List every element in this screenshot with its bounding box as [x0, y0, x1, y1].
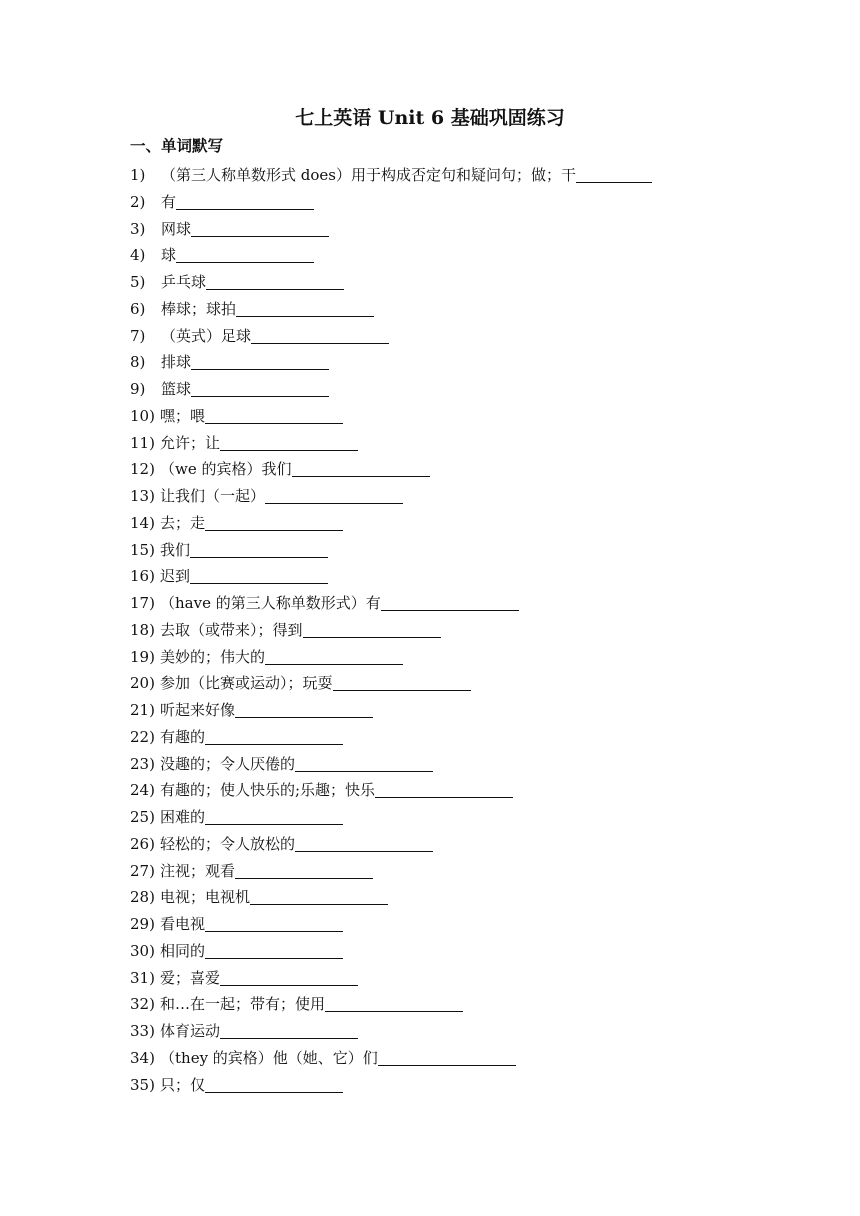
item-prompt: 困难的: [160, 808, 206, 826]
item-prompt: 看电视: [160, 915, 206, 933]
item-prompt: 球: [161, 246, 177, 265]
item-number: 2): [130, 192, 146, 211]
answer-blank[interactable]: [381, 594, 519, 611]
item-number: 25): [130, 808, 155, 826]
answer-blank[interactable]: [191, 353, 329, 370]
item-prompt: 嘿；喂: [160, 406, 206, 425]
list-item: [130, 269, 830, 296]
item-prompt: （we 的宾格）我们: [160, 460, 292, 479]
item-prompt: 有趣的: [160, 727, 206, 746]
item-prompt: 听起来好像: [160, 701, 236, 719]
item-prompt: 我们: [160, 540, 191, 559]
item-number: 35): [130, 1075, 155, 1094]
page-title: 七上英语 Unit 6 基础巩固练习: [295, 107, 565, 129]
item-number: 17): [130, 594, 155, 612]
answer-blank[interactable]: [265, 648, 403, 665]
item-prompt: （第三人称单数形式 does）用于构成否定句和疑问句；做；干: [161, 166, 576, 184]
list-item: [130, 162, 830, 189]
list-item: [130, 590, 830, 617]
list-item: [130, 510, 830, 537]
list-item: [130, 831, 830, 858]
list-item: [130, 804, 830, 831]
item-number: 12): [130, 460, 155, 479]
list-item: [130, 537, 830, 564]
list-item: [130, 456, 830, 483]
answer-blank[interactable]: [325, 995, 463, 1012]
answer-blank[interactable]: [205, 808, 343, 825]
answer-blank[interactable]: [205, 728, 343, 745]
list-item: [130, 777, 830, 804]
item-number: 28): [130, 888, 155, 907]
item-prompt: 美妙的；伟大的: [160, 647, 266, 666]
item-number: 18): [130, 620, 155, 639]
item-prompt: 电视；电视机: [160, 888, 251, 907]
answer-blank[interactable]: [295, 835, 433, 852]
item-number: 11): [130, 433, 155, 452]
item-number: 19): [130, 647, 155, 666]
item-prompt: 迟到: [160, 567, 191, 586]
list-item: [130, 697, 830, 724]
item-prompt: 轻松的；令人放松的: [160, 834, 296, 853]
item-number: 24): [130, 781, 155, 800]
item-prompt: 允许；让: [160, 433, 221, 452]
item-number: 10): [130, 406, 155, 425]
item-prompt: 相同的: [160, 941, 206, 960]
answer-blank[interactable]: [205, 1076, 343, 1093]
list-item: [130, 670, 830, 697]
answer-blank[interactable]: [295, 755, 433, 772]
answer-blank[interactable]: [220, 434, 358, 451]
item-number: 7): [130, 326, 146, 345]
item-number: 31): [130, 968, 155, 987]
item-prompt: 体育运动: [160, 1022, 221, 1040]
answer-blank[interactable]: [250, 888, 388, 905]
list-item: [130, 403, 830, 430]
item-prompt: 只；仅: [160, 1075, 206, 1094]
item-number: 14): [130, 513, 155, 532]
answer-blank[interactable]: [375, 781, 513, 798]
item-number: 33): [130, 1022, 155, 1040]
answer-blank[interactable]: [251, 327, 389, 344]
item-prompt: 网球: [161, 219, 192, 238]
answer-blank[interactable]: [303, 621, 441, 638]
item-number: 6): [130, 299, 146, 318]
list-item: [130, 644, 830, 671]
item-prompt: 参加（比赛或运动）；玩耍: [160, 674, 333, 693]
list-item: [130, 376, 830, 403]
item-prompt: 爱；喜爱: [160, 968, 221, 987]
list-item: [130, 1045, 830, 1072]
list-item: [130, 483, 830, 510]
item-number: 3): [130, 219, 146, 238]
answer-blank[interactable]: [220, 1022, 358, 1039]
answer-blank[interactable]: [292, 460, 430, 477]
list-item: [130, 858, 830, 885]
item-prompt: 有: [161, 192, 177, 211]
answer-blank[interactable]: [235, 862, 373, 879]
item-prompt: 排球: [161, 353, 192, 372]
list-item: [130, 1018, 830, 1045]
item-number: 34): [130, 1048, 155, 1067]
list-item: [130, 430, 830, 457]
item-number: 9): [130, 380, 146, 398]
item-prompt: 有趣的；使人快乐的;乐趣；快乐: [160, 781, 376, 800]
section-heading: 一、单词默写: [130, 137, 224, 155]
answer-blank[interactable]: [206, 273, 344, 290]
item-number: 8): [130, 353, 146, 372]
item-prompt: （have 的第三人称单数形式）有: [160, 594, 381, 612]
item-prompt: 注视；观看: [160, 861, 236, 880]
list-item: [130, 911, 830, 938]
list-item: [130, 563, 830, 590]
item-number: 23): [130, 754, 155, 773]
answer-blank[interactable]: [176, 246, 314, 263]
answer-blank[interactable]: [235, 701, 373, 718]
list-item: [130, 617, 830, 644]
answer-blank[interactable]: [333, 674, 471, 691]
item-number: 22): [130, 727, 155, 746]
item-number: 27): [130, 861, 155, 880]
answer-blank[interactable]: [220, 969, 358, 986]
item-prompt: 没趣的；令人厌倦的: [160, 754, 296, 773]
item-prompt: 乒乓球: [161, 273, 207, 291]
list-item: [130, 189, 830, 216]
answer-blank[interactable]: [236, 300, 374, 317]
item-prompt: 去；走: [160, 513, 206, 532]
list-item: [130, 724, 830, 751]
answer-blank[interactable]: [191, 380, 329, 397]
answer-blank[interactable]: [176, 193, 314, 210]
list-item: [130, 1072, 830, 1099]
answer-blank[interactable]: [191, 220, 329, 237]
list-item: [130, 216, 830, 243]
answer-blank[interactable]: [205, 915, 343, 932]
answer-blank[interactable]: [205, 942, 343, 959]
list-item: [130, 751, 830, 778]
item-number: 30): [130, 941, 155, 960]
answer-blank[interactable]: [576, 166, 652, 183]
item-number: 4): [130, 246, 146, 265]
item-number: 20): [130, 674, 155, 693]
list-item: [130, 965, 830, 992]
answer-blank[interactable]: [205, 514, 343, 531]
item-prompt: 和…在一起；带有；使用: [160, 995, 326, 1014]
item-prompt: （they 的宾格）他（她、它）们: [160, 1048, 378, 1067]
list-item: [130, 991, 830, 1018]
exercise-list: [130, 162, 830, 1098]
item-prompt: 去取（或带来）；得到: [160, 620, 303, 639]
list-item: [130, 323, 830, 350]
list-item: [130, 884, 830, 911]
item-number: 16): [130, 567, 155, 586]
answer-blank[interactable]: [190, 567, 328, 584]
item-number: 5): [130, 273, 146, 291]
answer-blank[interactable]: [378, 1049, 516, 1066]
list-item: [130, 938, 830, 965]
list-item: [130, 349, 830, 376]
item-number: 21): [130, 701, 155, 719]
item-number: 32): [130, 995, 155, 1014]
item-prompt: （英式）足球: [161, 326, 252, 345]
item-number: 15): [130, 540, 155, 559]
list-item: [130, 296, 830, 323]
item-number: 1): [130, 166, 146, 184]
item-number: 13): [130, 487, 155, 505]
item-number: 26): [130, 834, 155, 853]
item-prompt: 让我们（一起）: [160, 487, 266, 505]
item-prompt: 棒球；球拍: [161, 299, 237, 318]
list-item: [130, 242, 830, 269]
answer-blank[interactable]: [265, 487, 403, 504]
answer-blank[interactable]: [205, 407, 343, 424]
item-prompt: 篮球: [161, 380, 192, 398]
item-number: 29): [130, 915, 155, 933]
answer-blank[interactable]: [190, 541, 328, 558]
